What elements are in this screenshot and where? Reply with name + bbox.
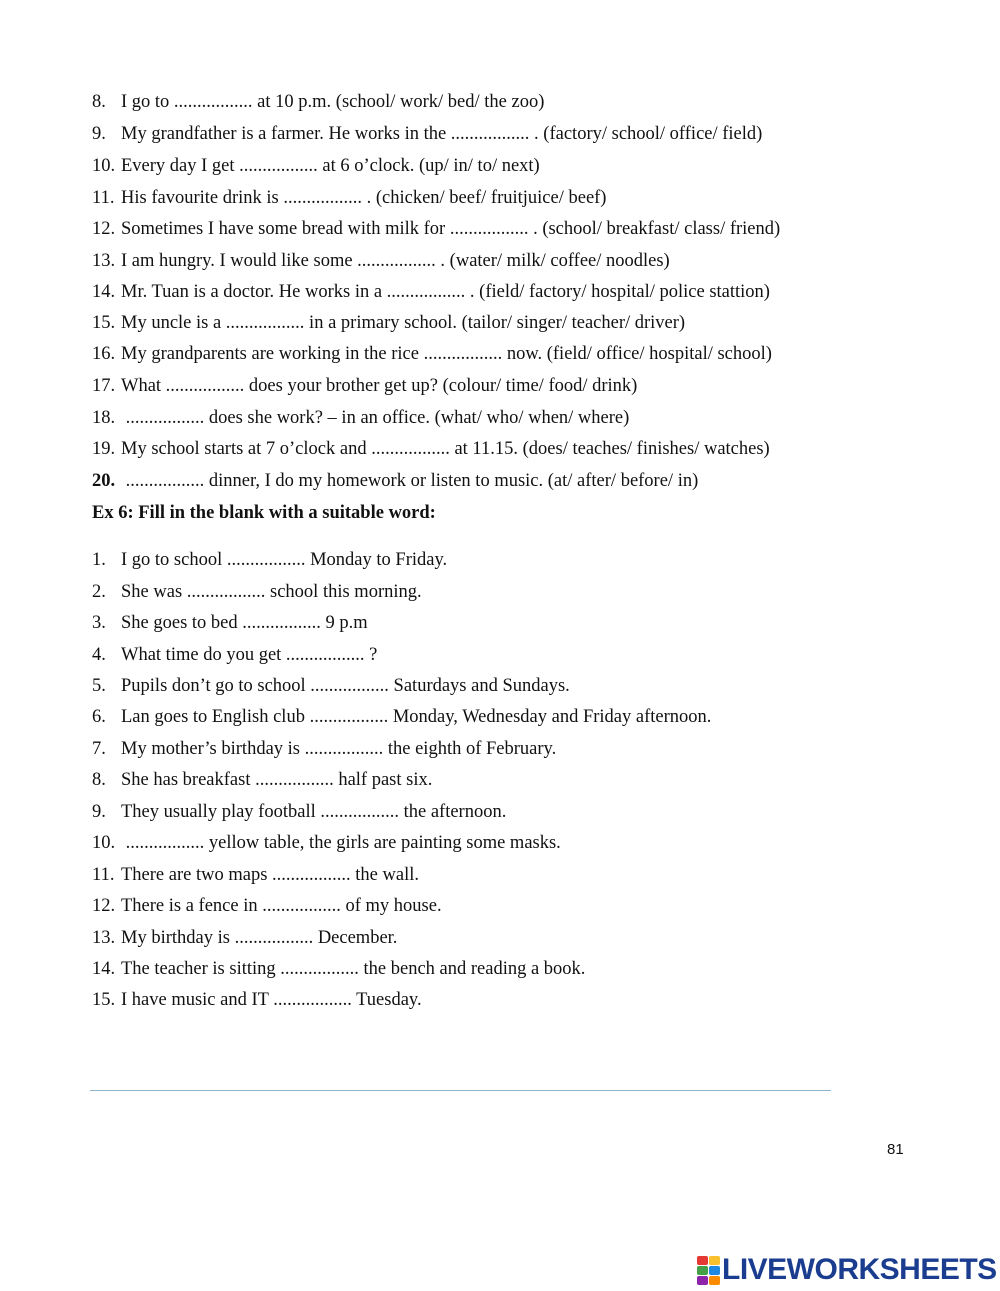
item-text: There are two maps ................. the wall. — [121, 865, 419, 885]
ex5-item — [92, 123, 762, 145]
item-number: 6. — [92, 707, 106, 727]
item-text: My mother’s birthday is ................. the eighth of February. — [121, 739, 557, 759]
item-text: My school starts at 7 o’clock and ................. at 11.15. (does/ teaches/ finishes/ watches) — [121, 439, 770, 459]
item-text: She goes to bed ................. 9 p.m — [121, 613, 368, 633]
item-text: What time do you get ................. ? — [121, 645, 378, 665]
item-number: 18. — [92, 408, 116, 428]
item-number: 8. — [92, 92, 106, 112]
item-number: 7. — [92, 739, 106, 759]
item-text: ................. dinner, I do my homework or listen to music. (at/ after/ before/ in) — [121, 471, 699, 491]
item-number: 8. — [92, 770, 106, 790]
item-text: His favourite drink is ................. . (chicken/ beef/ fruitjuice/ beef) — [121, 188, 607, 208]
ex5-item — [92, 91, 544, 113]
liveworksheets-logo-icon — [697, 1256, 719, 1284]
ex6-item — [92, 675, 570, 697]
ex6-item — [92, 958, 585, 980]
item-number: 12. — [92, 896, 116, 916]
ex5-item — [92, 312, 685, 334]
item-number: 4. — [92, 645, 106, 665]
liveworksheets-logo-text: LIVEWORKSHEETS — [722, 1253, 997, 1286]
item-number: 1. — [92, 550, 106, 570]
item-number: 11. — [92, 865, 115, 885]
item-number: 15. — [92, 990, 116, 1010]
footer-divider — [90, 1090, 831, 1091]
ex6-item — [92, 769, 432, 791]
logo-icon-square — [697, 1256, 708, 1265]
ex6-item — [92, 864, 419, 886]
item-text: ................. does she work? – in an office. (what/ who/ when/ where) — [121, 408, 630, 428]
item-text: Every day I get ................. at 6 o’clock. (up/ in/ to/ next) — [121, 156, 540, 176]
ex6-item — [92, 832, 561, 854]
ex5-item — [92, 343, 772, 365]
item-number: 2. — [92, 582, 106, 602]
ex6-item — [92, 549, 447, 571]
item-number: 3. — [92, 613, 106, 633]
ex6-item — [92, 927, 397, 949]
ex5-item — [92, 470, 698, 492]
logo-icon-square — [709, 1266, 720, 1275]
item-text: Sometimes I have some bread with milk for ................. . (school/ breakfast/ class/ friend) — [121, 219, 781, 239]
item-number: 9. — [92, 124, 106, 144]
ex5-item — [92, 407, 629, 429]
item-number: 12. — [92, 219, 116, 239]
ex6-item — [92, 706, 711, 728]
item-number: 5. — [92, 676, 106, 696]
item-text: What ................. does your brother get up? (colour/ time/ food/ drink) — [121, 376, 638, 396]
item-text: My grandfather is a farmer. He works in the ................. . (factory/ school/ office/ field) — [121, 124, 763, 144]
item-text: Lan goes to English club ................. Monday, Wednesday and Friday afternoon. — [121, 707, 712, 727]
ex5-item — [92, 218, 780, 240]
item-text: She has breakfast ................. half past six. — [121, 770, 433, 790]
item-text: ................. yellow table, the girls are painting some masks. — [121, 833, 561, 853]
ex6-item — [92, 989, 422, 1011]
item-number: 14. — [92, 282, 116, 302]
page-number: 81 — [887, 1141, 904, 1158]
ex5-item — [92, 155, 540, 177]
exercise-6-heading: Ex 6: Fill in the blank with a suitable word: — [92, 503, 436, 523]
item-text: She was ................. school this morning. — [121, 582, 422, 602]
item-text: The teacher is sitting ................. the bench and reading a book. — [121, 959, 586, 979]
item-number: 15. — [92, 313, 116, 333]
item-text: Mr. Tuan is a doctor. He works in a ................. . (field/ factory/ hospital/ police stattion) — [121, 282, 770, 302]
logo-icon-square — [709, 1256, 720, 1265]
ex6-item — [92, 581, 422, 603]
ex6-item — [92, 738, 556, 760]
ex6-item — [92, 644, 377, 666]
item-text: Pupils don’t go to school ................. Saturdays and Sundays. — [121, 676, 570, 696]
ex5-item — [92, 281, 770, 303]
ex6-item — [92, 895, 442, 917]
item-number: 14. — [92, 959, 116, 979]
liveworksheets-logo — [697, 1253, 997, 1287]
item-number: 19. — [92, 439, 116, 459]
logo-icon-square — [709, 1276, 720, 1285]
ex5-item — [92, 375, 637, 397]
item-text: My birthday is ................. December. — [121, 928, 398, 948]
item-number: 11. — [92, 188, 115, 208]
item-text: I go to school ................. Monday to Friday. — [121, 550, 448, 570]
item-number: 10. — [92, 833, 116, 853]
item-number: 9. — [92, 802, 106, 822]
item-number: 20. — [92, 471, 116, 491]
item-number: 16. — [92, 344, 116, 364]
ex5-item — [92, 250, 670, 272]
item-text: My grandparents are working in the rice ................. now. (field/ office/ hospital/ school) — [121, 344, 772, 364]
ex5-item — [92, 187, 606, 209]
item-text: There is a fence in ................. of my house. — [121, 896, 442, 916]
item-text: They usually play football ................. the afternoon. — [121, 802, 507, 822]
item-text: My uncle is a ................. in a primary school. (tailor/ singer/ teacher/ driver) — [121, 313, 686, 333]
item-number: 10. — [92, 156, 116, 176]
ex5-item — [92, 438, 770, 460]
ex6-item — [92, 801, 506, 823]
item-number: 17. — [92, 376, 116, 396]
item-number: 13. — [92, 928, 116, 948]
item-text: I go to ................. at 10 p.m. (school/ work/ bed/ the zoo) — [121, 92, 545, 112]
ex6-item — [92, 612, 368, 634]
item-number: 13. — [92, 251, 116, 271]
item-text: I am hungry. I would like some ................. . (water/ milk/ coffee/ noodles) — [121, 251, 670, 271]
logo-icon-square — [697, 1276, 708, 1285]
item-text: I have music and IT ................. Tuesday. — [121, 990, 422, 1010]
logo-icon-square — [697, 1266, 708, 1275]
